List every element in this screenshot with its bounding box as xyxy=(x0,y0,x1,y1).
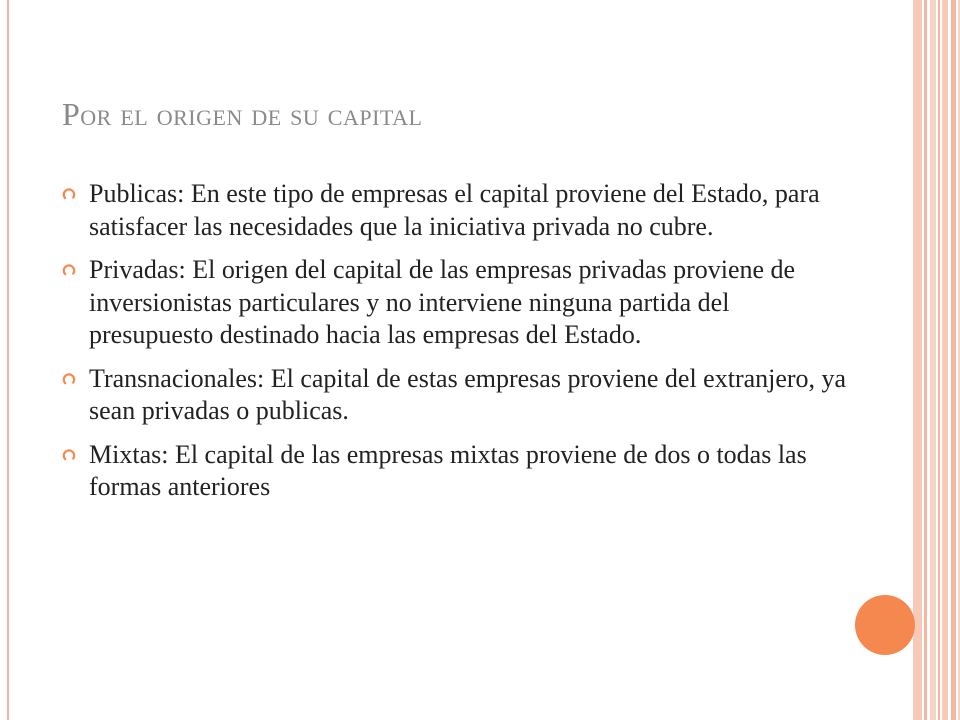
bullet-text: Privadas: El origen del capital de las empresas privadas proviene de inversionistas particulares y no interviene ninguna partida del presupuesto destinado hacia las empresas del Estado. xyxy=(89,255,796,349)
bullet-item xyxy=(62,178,852,243)
left-border-line xyxy=(7,0,9,720)
decorative-orange-circle xyxy=(855,595,915,655)
stripe-2 xyxy=(924,0,927,720)
open-circle-bullet-icon xyxy=(62,448,76,462)
bullet-item xyxy=(62,254,852,352)
bullet-list xyxy=(62,178,852,515)
bullet-text: Publicas: En este tipo de empresas el capital proviene del Estado, para satisfacer las necesidades que la iniciativa privada no cubre. xyxy=(89,179,820,241)
right-decorative-stripes xyxy=(913,0,960,720)
bullet-item xyxy=(62,439,852,504)
open-circle-bullet-icon xyxy=(62,187,76,201)
stripe-6 xyxy=(951,0,956,720)
open-circle-bullet-icon xyxy=(62,372,76,386)
open-circle-bullet-icon xyxy=(62,263,76,277)
stripe-4 xyxy=(938,0,940,720)
bullet-item xyxy=(62,363,852,428)
bullet-text: Transnacionales: El capital de estas empresas proviene del extranjero, ya sean privadas o publicas. xyxy=(89,363,847,425)
stripe-3 xyxy=(930,0,936,720)
slide-title: Por el origen de su capital xyxy=(62,96,423,132)
stripe-5 xyxy=(942,0,948,720)
stripe-1 xyxy=(913,0,922,720)
bullet-text: Mixtas: El capital de las empresas mixtas proviene de dos o todas las formas anteriores xyxy=(89,439,807,501)
